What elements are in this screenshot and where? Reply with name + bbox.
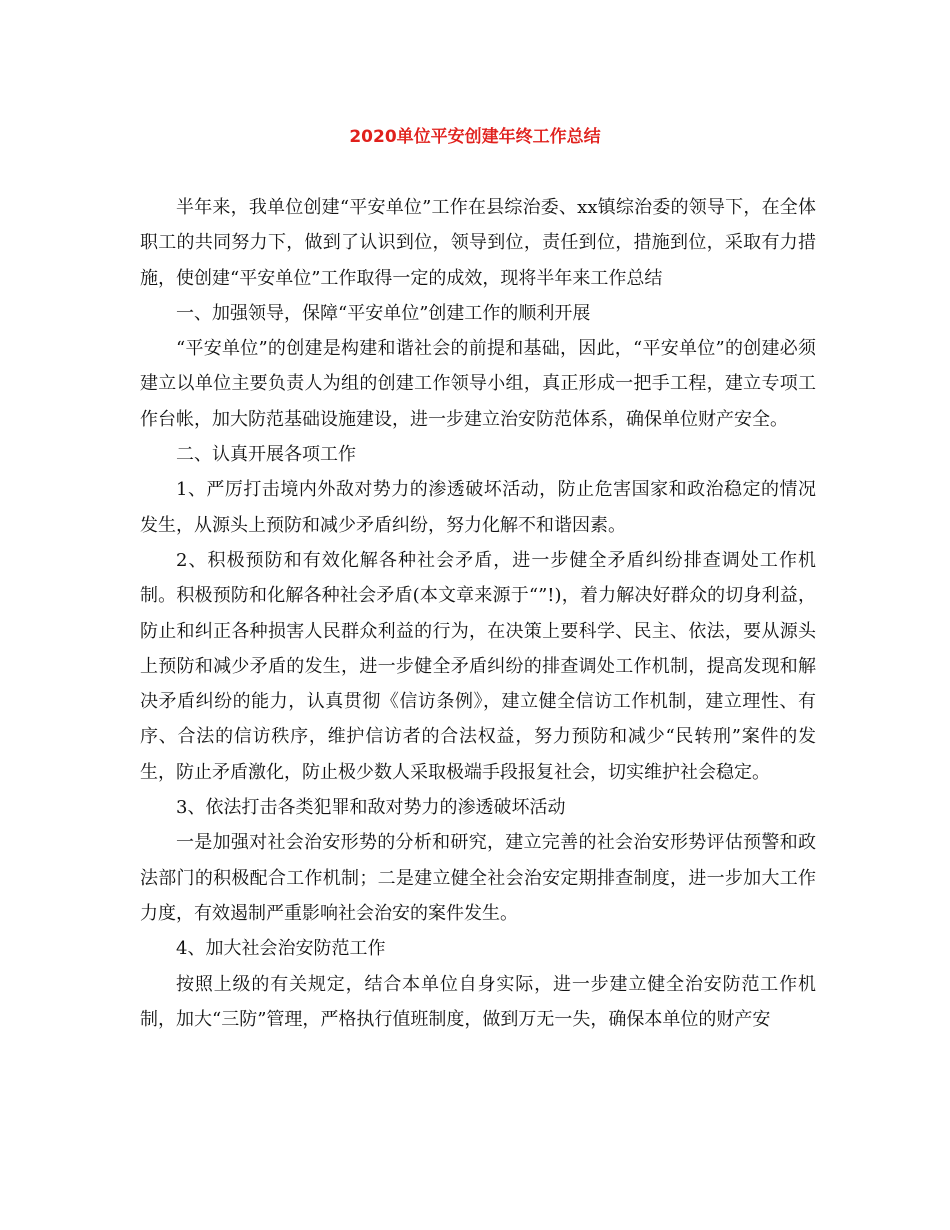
heading-item-3: 3、依法打击各类犯罪和敌对势力的渗透破坏活动 bbox=[176, 797, 566, 819]
paragraph-item-3: 一是加强对社会治安形势的分析和研究，建立完善的社会治安形势评估预警和政法部门的积极配合工作机制；二是建立健全社会治安定期排查制度，进一步加大工作力度，有效遏制严重影响社会治安的案件发生。 bbox=[140, 832, 816, 924]
heading-item-4: 4、加大社会治安防范工作 bbox=[176, 938, 386, 960]
document-title: 2020单位平安创建年终工作总结 bbox=[349, 127, 601, 147]
heading-section-1: 一、加强领导，保障“平安单位”创建工作的顺利开展 bbox=[176, 302, 591, 324]
paragraph-item-1: 1、严厉打击境内外敌对势力的渗透破坏活动，防止危害国家和政治稳定的情况发生，从源头上预防和减少矛盾纠纷，努力化解不和谐因素。 bbox=[140, 479, 816, 536]
paragraph-section-1: “平安单位”的创建是构建和谐社会的前提和基础，因此，“平安单位”的创建必须建立以单位主要负责人为组的创建工作领导小组，真正形成一把手工程，建立专项工作台帐，加大防范基础设施建设，进一步建立治安防范体系，确保单位财产安全。 bbox=[140, 338, 816, 430]
paragraph-item-4: 按照上级的有关规定，结合本单位自身实际，进一步建立健全治安防范工作机制，加大“三防”管理，严格执行值班制度，做到万无一失，确保本单位的财产安 bbox=[140, 973, 816, 1030]
paragraph-item-2: 2、积极预防和有效化解各种社会矛盾，进一步健全矛盾纠纷排查调处工作机制。积极预防和化解各种社会矛盾(本文章来源于“”!)，着力解决好群众的切身利益，防止和纠正各种损害人民群众利益的行为，在决策上要科学、民主、依法，要从源头上预防和减少矛盾的发生，进一步健全矛盾纠纷的排查调处工作机制，提高发现和解决矛盾纠纷的能力，认真贯彻《信访条例》，建立健全信访工作机制，建立理性、有序、合法的信访秩序，维护信访者的合法权益，努力预防和减少“民转刑”案件的发生，防止矛盾激化，防止极少数人采取极端手段报复社会，切实维护社会稳定。 bbox=[140, 549, 816, 783]
document-body bbox=[140, 190, 816, 1037]
heading-section-2: 二、认真开展各项工作 bbox=[176, 444, 356, 466]
paragraph-intro: 半年来，我单位创建“平安单位”工作在县综治委、xx镇综治委的领导下，在全体职工的共同努力下，做到了认识到位，领导到位，责任到位，措施到位，采取有力措施，使创建“平安单位”工作取得一定的成效，现将半年来工作总结 bbox=[140, 197, 816, 289]
